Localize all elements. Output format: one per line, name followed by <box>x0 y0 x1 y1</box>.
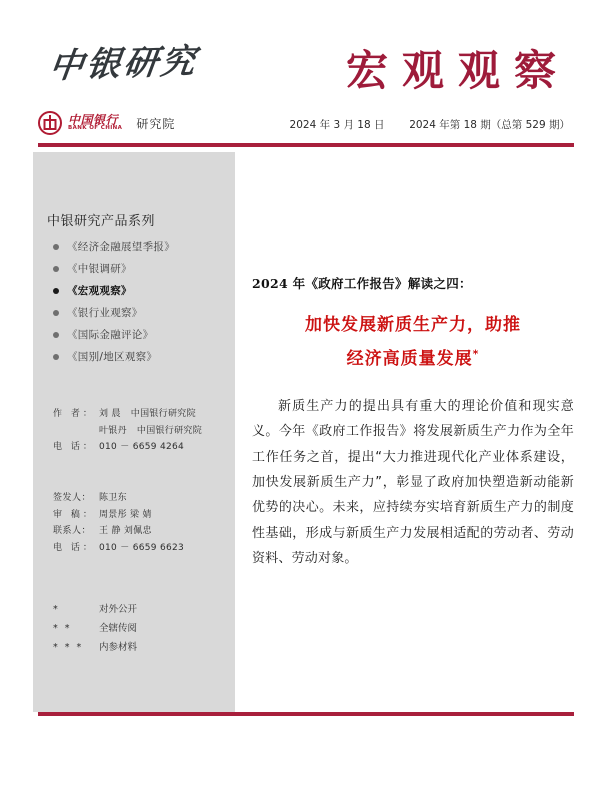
article-title-text: 经济高质量发展 <box>346 349 473 369</box>
sidebar-item-boc-research[interactable] <box>53 261 221 276</box>
bank-of-china-wordmark <box>68 114 122 132</box>
author-phone-row <box>53 439 221 456</box>
authors-label: 作 者： <box>53 409 95 419</box>
article-series-eyebrow: 2024 年《政府工作报告》解读之四： <box>252 276 472 291</box>
sidebar-item-label: 《宏观观察》 <box>67 285 132 297</box>
signoff-phone-value: 010 － 6659 6623 <box>99 542 185 553</box>
legend-text: 全辖传阅 <box>99 623 138 635</box>
bullet-icon <box>53 288 59 294</box>
legend-row-restricted <box>53 638 221 657</box>
bank-name-english: BANK OF CHINA <box>68 125 123 132</box>
sidebar-item-label: 《经济金融展望季报》 <box>67 241 175 253</box>
reviewer-row <box>53 507 221 524</box>
author-name: 刘 晨 <box>99 409 121 419</box>
sidebar-item-label: 《国别/地区观察》 <box>67 351 158 363</box>
sidebar-item-label: 《银行业观察》 <box>67 307 143 319</box>
legend-text: 对外公开 <box>99 604 138 616</box>
contact-row <box>53 523 221 540</box>
article-content <box>252 152 574 584</box>
author-name: 叶银丹 <box>99 425 127 436</box>
author-affiliation: 中国银行研究院 <box>136 425 203 436</box>
author-primary <box>99 406 196 423</box>
author-row-secondary <box>53 423 221 440</box>
signoff-block <box>53 490 221 557</box>
signoff-phone-row <box>53 540 221 557</box>
sidebar-item-label: 《中银调研》 <box>67 263 132 275</box>
article-title-line-2 <box>252 342 574 376</box>
series-list <box>47 239 221 364</box>
page-title <box>252 308 574 376</box>
bank-of-china-emblem-icon <box>38 111 62 135</box>
header-divider-rule <box>38 143 574 147</box>
bullet-icon <box>53 332 59 338</box>
author-row-primary <box>53 406 221 423</box>
phone-label: 电 话： <box>53 442 95 453</box>
publication-date: 2024 年 3 月 18 日 <box>289 119 385 131</box>
sidebar-item-economic-outlook[interactable] <box>53 239 221 254</box>
publication-title: 宏观观察 <box>345 46 570 95</box>
bank-name-chinese: 中国银行 <box>68 112 119 127</box>
article-title-line-1: 加快发展新质生产力，助推 <box>305 315 521 335</box>
article-abstract: 新质生产力的提出具有重大的理论价值和现实意义。今年《政府工作报告》将发展新质生产力作为全年工作任务之首，提出“大力推进现代化产业体系建设，加快发展新质生产力”，彰显了政府加快塑造新动能新优势的决心。未来，应持续夯实培育新质生产力的制度性基础，形成与新质生产力发展相适配的劳动者、劳动资料、劳动对象。 <box>252 399 574 567</box>
bullet-icon <box>53 244 59 250</box>
bullet-icon <box>53 310 59 316</box>
sidebar-item-international-finance-review[interactable] <box>53 327 221 342</box>
reviewer-label: 审 稿： <box>53 509 95 520</box>
distribution-legend <box>53 600 221 657</box>
sidebar-item-country-region-observation[interactable] <box>53 349 221 364</box>
masthead <box>0 0 612 145</box>
contact-value: 王 静 刘佩忠 <box>99 526 152 537</box>
authors-block <box>53 406 221 456</box>
contact-label: 联系人： <box>53 526 92 537</box>
authors-label-spacer <box>53 423 99 440</box>
issuer-row <box>53 490 221 507</box>
footer-divider-rule <box>38 712 574 716</box>
issue-line <box>290 117 570 132</box>
issuer-value: 陈卫东 <box>99 492 127 503</box>
legend-text: 内参材料 <box>99 642 138 654</box>
phone-label: 电 话： <box>53 542 95 553</box>
legend-mark: * * * <box>53 642 84 654</box>
bullet-icon <box>53 266 59 272</box>
author-affiliation: 中国银行研究院 <box>130 409 196 419</box>
legend-mark: * <box>53 604 60 616</box>
sidebar <box>33 152 235 712</box>
reviewer-value: 周景彤 梁 婧 <box>99 509 152 520</box>
author-phone-value: 010 － 6659 4264 <box>99 442 185 453</box>
legend-row-internal-circulation <box>53 619 221 638</box>
title-footnote-marker: * <box>472 347 480 361</box>
legend-mark: * * <box>53 623 72 635</box>
author-secondary <box>99 423 202 440</box>
issuer-label: 签发人： <box>53 492 92 503</box>
bullet-icon <box>53 354 59 360</box>
bank-of-china-lockup <box>38 110 175 136</box>
legend-row-public <box>53 600 221 619</box>
institute-label: 研究院 <box>136 116 176 131</box>
series-heading: 中银研究产品系列 <box>47 214 156 229</box>
sidebar-item-banking-observation[interactable] <box>53 305 221 320</box>
sidebar-item-macro-observation[interactable] <box>53 283 221 298</box>
issue-number: 2024 年第 18 期（总第 529 期） <box>409 119 570 131</box>
sidebar-item-label: 《国际金融评论》 <box>67 329 154 341</box>
brand-calligraphy-logo: 中银研究 <box>46 41 201 87</box>
